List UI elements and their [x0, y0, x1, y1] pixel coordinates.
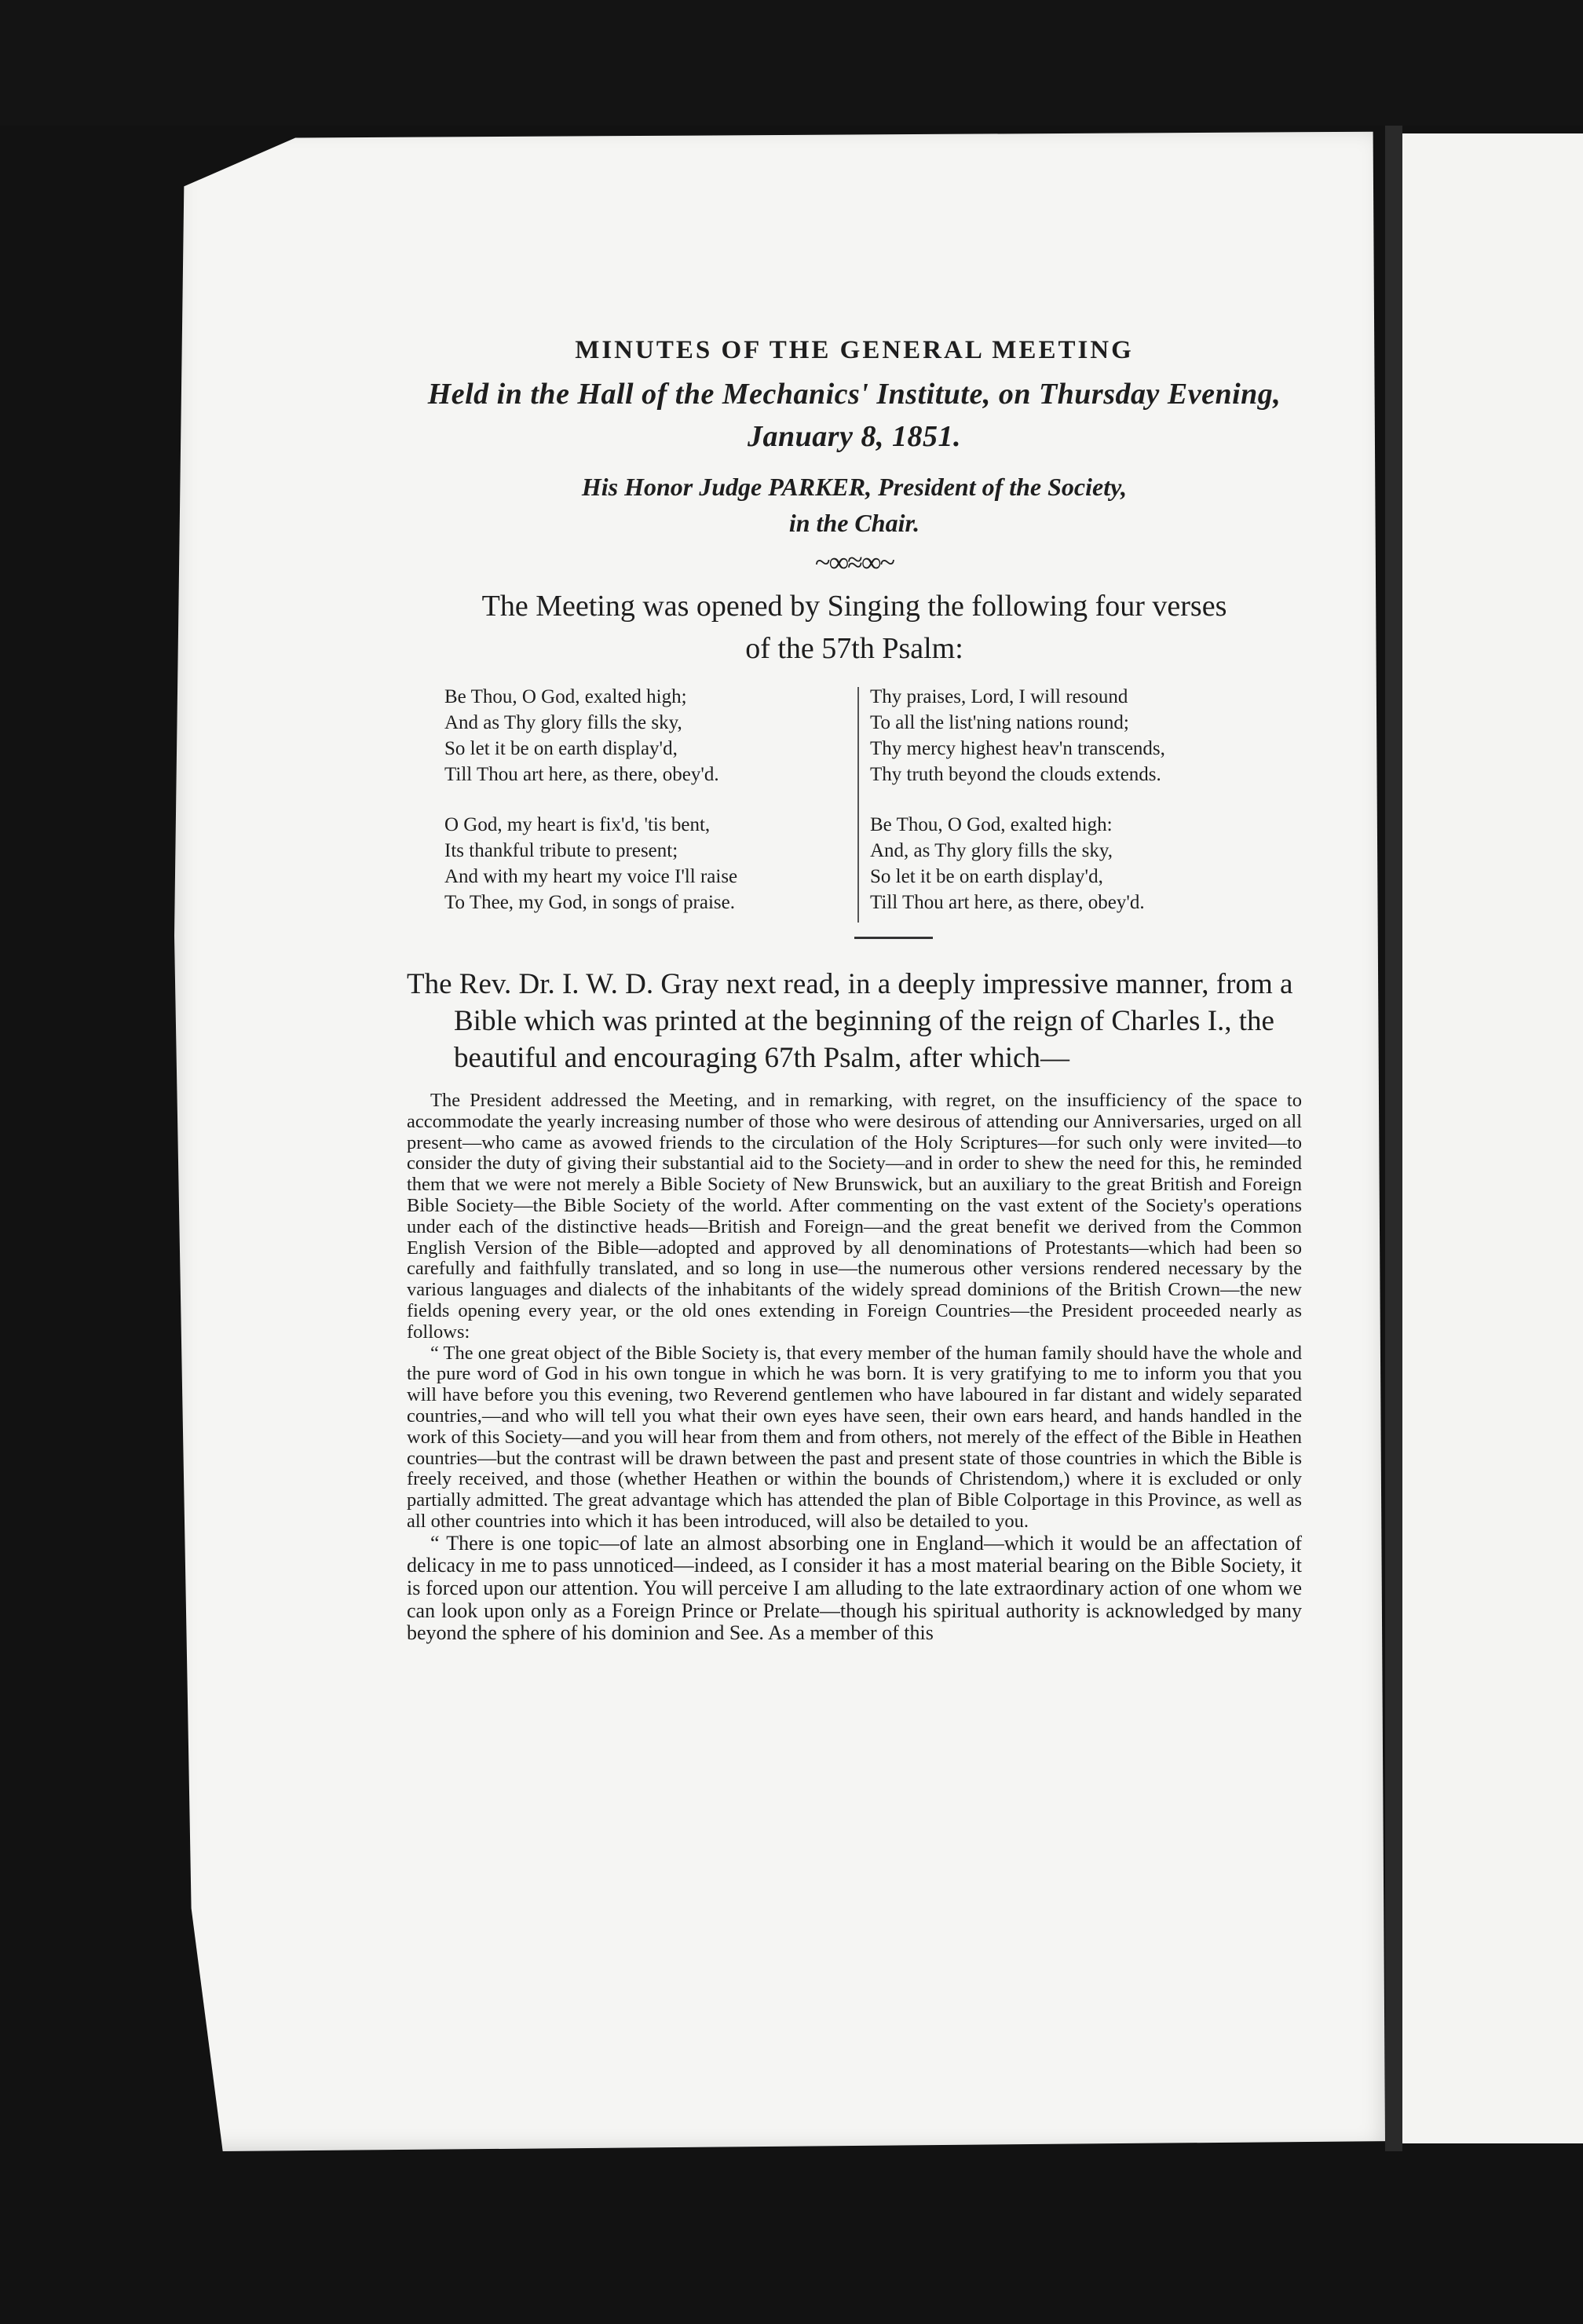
- facing-page: [1402, 133, 1583, 2143]
- verse-line: And as Thy glory fills the sky,: [444, 712, 682, 733]
- verse-line: O God, my heart is fix'd, 'tis bent,: [444, 814, 711, 835]
- verse-line: Thy truth beyond the clouds extends.: [870, 764, 1161, 785]
- venue-line: Held in the Hall of the Mechanics' Institute, on Thursday Evening,: [427, 378, 1281, 411]
- ornament-divider: ~∞≈∞~: [814, 546, 894, 578]
- opening-line-2: of the 57th Psalm:: [745, 632, 963, 665]
- verses-left-column: [444, 684, 853, 940]
- stanza: [870, 684, 1278, 787]
- page-gutter: [1385, 126, 1402, 2151]
- chair-line: His Honor Judge PARKER, President of the Society,: [581, 473, 1128, 501]
- verse-line: To all the list'ning nations round;: [870, 712, 1129, 733]
- verse-line: Till Thou art here, as there, obey'd.: [444, 764, 719, 785]
- president-address: [407, 1091, 1302, 1645]
- verse-line: Thy praises, Lord, I will resound: [870, 686, 1128, 707]
- chair-line-2: in the Chair.: [788, 509, 920, 537]
- verse-line: Thy mercy highest heav'n transcends,: [870, 738, 1165, 759]
- meeting-date: January 8, 1851.: [748, 420, 961, 453]
- scan-background-top: [0, 0, 1583, 126]
- stanza: [870, 812, 1278, 915]
- stanza: [444, 684, 853, 787]
- address-paragraph: “ There is one topic—of late an almost absorbing one in England—which it would be an affectation of delicacy in me to pass unnoticed—indeed, as I consider it has a most material bearing on the Bible Society, it is forced upon our attention. You will perceive I am alluding to the late extraordinary action of one whom we can look upon only as a Foreign Prince or Prelate—though his spiritual authority is acknowledged by many beyond the sphere of his dominion and See. As a member of this: [407, 1531, 1302, 1645]
- psalm-verses: [407, 684, 1302, 935]
- minutes-title: MINUTES OF THE GENERAL MEETING: [575, 336, 1134, 364]
- verse-line: So let it be on earth display'd,: [444, 738, 678, 759]
- scripture-reading-note: The Rev. Dr. I. W. D. Gray next read, in a deeply impressive manner, from a Bible which was printed at the beginning of the reign of Charles I., the beautiful and encouraging 67th Psalm, after which—: [407, 968, 1293, 1074]
- verse-line: Till Thou art here, as there, obey'd.: [870, 892, 1145, 913]
- scan-background-bottom: [0, 2151, 1583, 2324]
- opening-note: [407, 585, 1302, 670]
- stanza: [444, 812, 853, 915]
- verses-right-column: [870, 684, 1278, 940]
- verse-line: So let it be on earth display'd,: [870, 866, 1103, 887]
- address-paragraph: The President addressed the Meeting, and in remarking, with regret, on the insufficiency of the space to accommodate the yearly increasing number of those who were desirous of attending our Anniversaries, urged on all present—who came as avowed friends to the circulation of the Holy Scriptures—for such only were invited—to consider the duty of giving their substantial aid to the Society—and in order to shew the need for this, he reminded them that we were not merely a Bible Society of New Brunswick, but an auxiliary to the great British and Foreign Bible Society—the Bible Society of the world. After commenting on the vast extent of the Society's operations under each of the distinctive heads—British and Foreign—and the great benefit we derived from the Common English Version of the Bible—adopted and approved by all denominations of Protestants—which had been so carefully and faithfully translated, and so long in use—the numerous other versions rendered necessary by the various languages and dialects of the inhabitants of the widely spread dominions of the British Crown—the new fields opening every year, or the old ones extending in Foreign Countries—the President proceeded nearly as follows:: [407, 1090, 1302, 1343]
- verse-line: To Thee, my God, in songs of praise.: [444, 892, 735, 913]
- page-content: [407, 328, 1302, 1645]
- chair-note: [407, 469, 1302, 541]
- verse-line: And, as Thy glory fills the sky,: [870, 840, 1113, 861]
- verse-line: Be Thou, O God, exalted high:: [870, 814, 1113, 835]
- verse-line: And with my heart my voice I'll raise: [444, 866, 738, 887]
- verse-column-divider: [857, 687, 859, 923]
- verse-line: Be Thou, O God, exalted high;: [444, 686, 687, 707]
- opening-line: The Meeting was opened by Singing the following four verses: [481, 590, 1227, 623]
- address-paragraph: “ The one great object of the Bible Society is, that every member of the human family should have the whole and the pure word of God in his own tongue in which he was born. It is very gratifying to me to inform you that you will have before you this evening, two Reverend gentlemen who have laboured in far distant and widely separated countries,—and who will tell you what their own eyes have seen, their own ears heard, and hands handled in the work of this Society—and you will hear from them and from others, not merely of the effect of the Bible in Heathen countries—but the contrast will be drawn between the past and present state of those countries in which the Bible is freely received, and those (whether Heathen or within the bounds of Christendom,) where it is excluded or only partially admitted. The great advantage which has attended the plan of Bible Colportage in this Province, as well as all other countries into which it has been introduced, will also be detailed to you.: [407, 1342, 1302, 1532]
- verse-line: Its thankful tribute to present;: [444, 840, 678, 861]
- meeting-venue: [407, 373, 1302, 458]
- section-rule: [854, 937, 933, 939]
